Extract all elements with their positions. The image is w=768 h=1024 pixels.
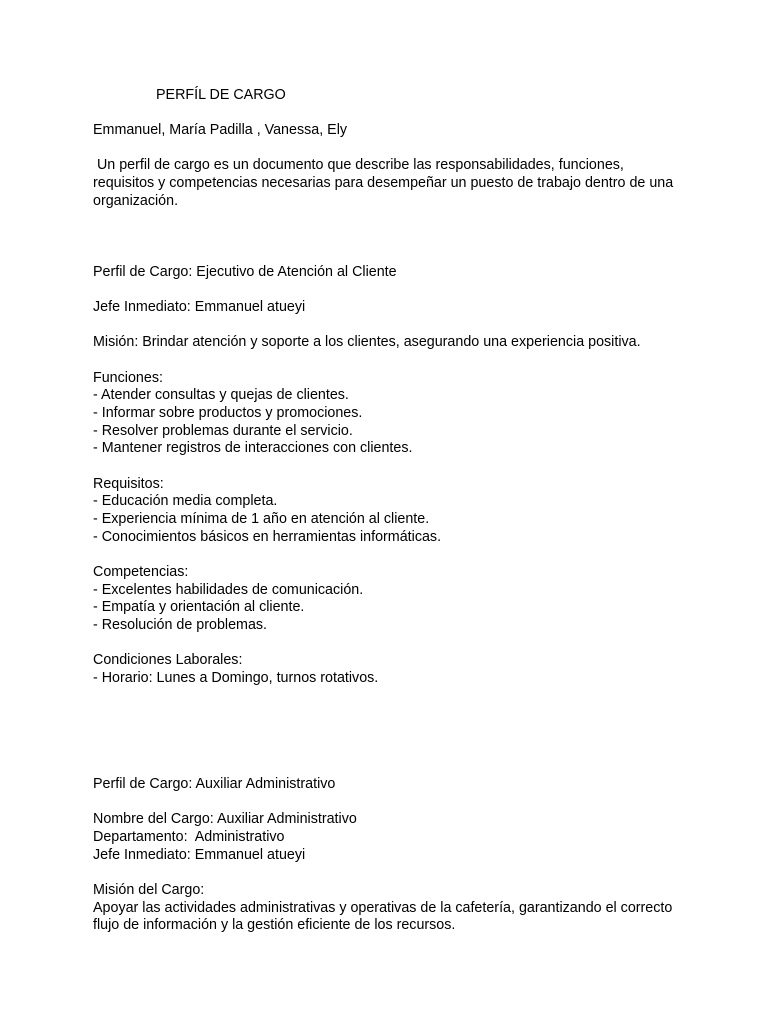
- competencies-heading: Competencias:: [93, 564, 189, 580]
- profile1-title: Perfil de Cargo: Ejecutivo de Atención al Cliente: [93, 264, 397, 280]
- intro-line: requisitos y competencias necesarias para desempeñar un puesto de trabajo dentro de una: [93, 175, 674, 191]
- profile2-mission-heading: Misión del Cargo:: [93, 882, 205, 898]
- functions-heading: Funciones:: [93, 370, 163, 386]
- intro-line: organización.: [93, 193, 179, 209]
- requirement-item: - Experiencia mínima de 1 año en atención al cliente.: [93, 511, 430, 527]
- competency-item: - Empatía y orientación al cliente.: [93, 599, 305, 615]
- profile1-boss: Jefe Inmediato: Emmanuel atueyi: [93, 299, 306, 315]
- profile2-title: Perfil de Cargo: Auxiliar Administrativo: [93, 776, 336, 792]
- intro-line: Un perfil de cargo es un documento que describe las responsabilidades, funciones,: [93, 157, 624, 173]
- function-item: - Resolver problemas durante el servicio.: [93, 423, 353, 439]
- authors-line: Emmanuel, María Padilla , Vanessa, Ely: [93, 122, 348, 138]
- profile2-detail: Nombre del Cargo: Auxiliar Administrativo: [93, 811, 357, 827]
- document-title: PERFÍL DE CARGO: [156, 87, 286, 103]
- competency-item: - Resolución de problemas.: [93, 617, 268, 633]
- profile2-detail: Jefe Inmediato: Emmanuel atueyi: [93, 847, 306, 863]
- profile1-mission: Misión: Brindar atención y soporte a los clientes, asegurando una experiencia positiva.: [93, 334, 641, 350]
- profile2-mission-line: flujo de información y la gestión eficiente de los recursos.: [93, 917, 456, 933]
- requirement-item: - Educación media completa.: [93, 493, 278, 509]
- function-item: - Informar sobre productos y promociones.: [93, 405, 363, 421]
- requirements-heading: Requisitos:: [93, 476, 164, 492]
- function-item: - Mantener registros de interacciones con clientes.: [93, 440, 413, 456]
- conditions-heading: Condiciones Laborales:: [93, 652, 243, 668]
- competency-item: - Excelentes habilidades de comunicación.: [93, 582, 364, 598]
- profile2-mission-line: Apoyar las actividades administrativas y operativas de la cafetería, garantizando el correcto: [93, 900, 673, 916]
- condition-item: - Horario: Lunes a Domingo, turnos rotativos.: [93, 670, 379, 686]
- profile2-detail: Departamento: Administrativo: [93, 829, 285, 845]
- requirement-item: - Conocimientos básicos en herramientas informáticas.: [93, 529, 442, 545]
- function-item: - Atender consultas y quejas de clientes.: [93, 387, 349, 403]
